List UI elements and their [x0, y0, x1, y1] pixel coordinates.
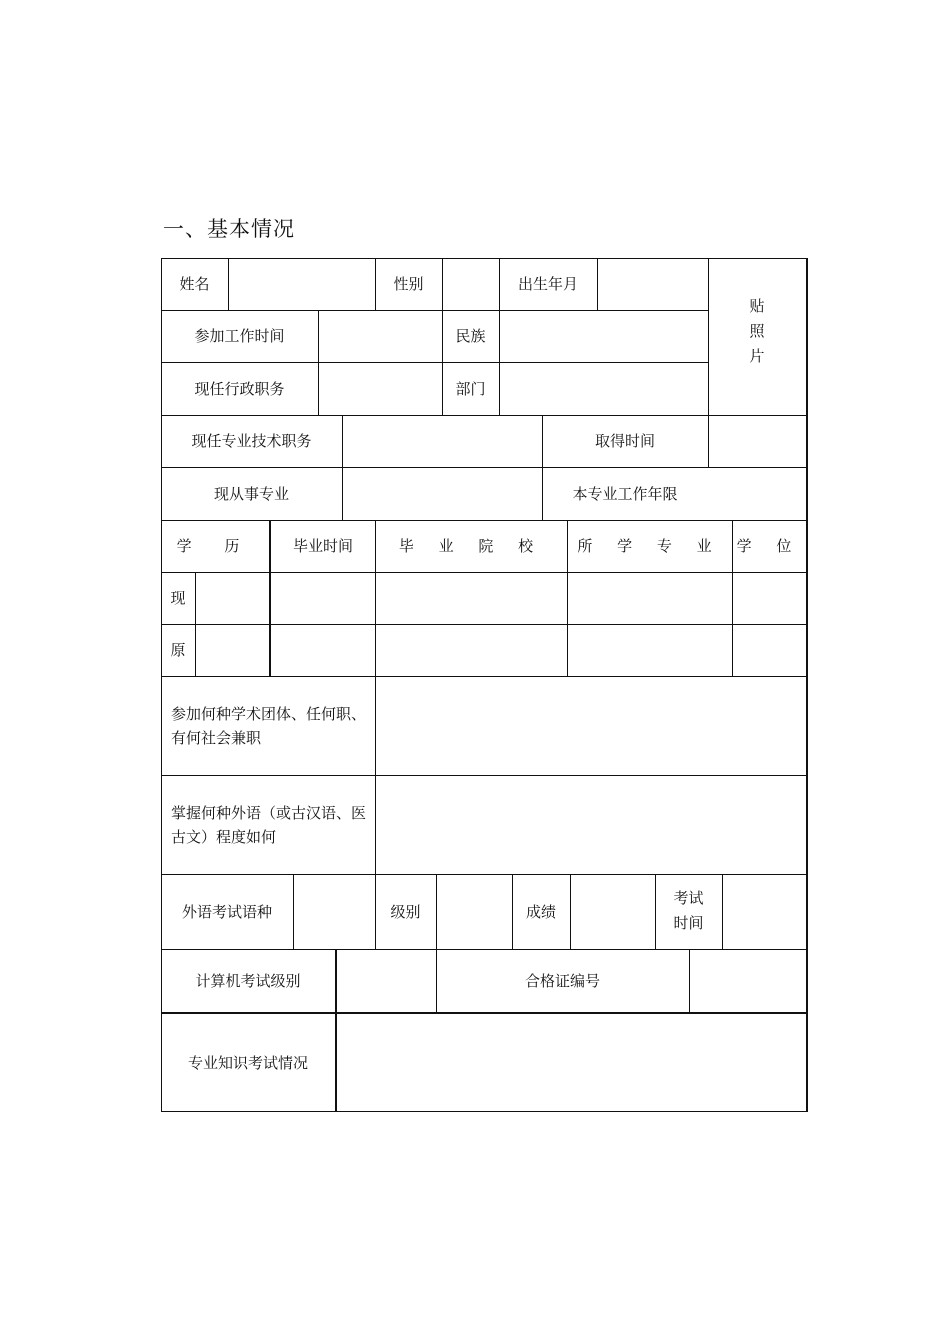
basic-info-form: [161, 258, 808, 1112]
admin-post-label: 现任行政职务: [194, 379, 285, 398]
work-start-field[interactable]: [319, 311, 442, 362]
photo-slot[interactable]: [708, 294, 806, 369]
admin-post-field[interactable]: [319, 363, 442, 415]
level-label: 级别: [390, 902, 421, 921]
languages-field[interactable]: [376, 776, 806, 874]
pro-exam-field[interactable]: [337, 1014, 806, 1111]
photo-label-3: 片: [749, 347, 765, 365]
current-major-field[interactable]: [343, 468, 542, 520]
major-label: 所 学 专 业: [577, 537, 722, 555]
cert-no-label: 合格证编号: [524, 971, 600, 990]
col-line: [195, 572, 196, 676]
exam-time-label-1: 考试: [673, 889, 704, 907]
section-title: 一、基本情况: [163, 217, 295, 241]
name-field[interactable]: [229, 259, 375, 310]
computer-level-label: 计算机考试级别: [195, 971, 301, 990]
education-label: 学 历: [176, 537, 254, 555]
border-bottom: [161, 1111, 808, 1112]
photo-label-1: 贴: [749, 297, 765, 315]
birth-label: 出生年月: [517, 275, 578, 293]
border-right: [806, 258, 808, 1112]
photo-label-2: 照: [749, 322, 765, 340]
lang-exam-label: 外语考试语种: [181, 902, 272, 921]
gender-label: 性别: [393, 275, 424, 293]
current-major-label: 现从事专业: [213, 484, 289, 503]
languages-label: 掌握何种外语（或古汉语、医古文）程度如何: [171, 803, 367, 846]
birth-field[interactable]: [598, 259, 708, 310]
tech-post-field[interactable]: [343, 416, 542, 467]
school-label: 毕 业 院 校: [398, 537, 544, 555]
department-label: 部门: [455, 379, 486, 398]
computer-level-field[interactable]: [337, 950, 436, 1012]
major-years-label: 本专业工作年限: [572, 484, 678, 503]
original-edu-label: 原: [170, 641, 186, 659]
grad-time-label: 毕业时间: [292, 537, 353, 555]
gender-field[interactable]: [443, 259, 499, 310]
score-label: 成绩: [525, 902, 556, 921]
row-line: [161, 624, 808, 625]
name-label: 姓名: [179, 275, 210, 293]
work-start-label: 参加工作时间: [194, 327, 285, 345]
societies-field[interactable]: [376, 677, 806, 775]
row-line: [161, 572, 808, 573]
degree-label: 学 位: [736, 537, 802, 555]
obtain-time-label: 取得时间: [594, 432, 655, 450]
current-edu-label: 现: [170, 589, 186, 607]
societies-label: 参加何种学术团体、任何职、有何社会兼职: [171, 704, 367, 747]
exam-time-label-2: 时间: [673, 914, 704, 932]
obtain-time-field[interactable]: [709, 416, 806, 467]
lang-exam-field[interactable]: [294, 875, 375, 949]
major-years-field[interactable]: [709, 468, 806, 520]
exam-time-field[interactable]: [723, 875, 806, 949]
exam-time-label: [655, 886, 722, 936]
level-field[interactable]: [437, 875, 512, 949]
department-field[interactable]: [500, 363, 708, 415]
score-field[interactable]: [571, 875, 655, 949]
tech-post-label: 现任专业技术职务: [191, 432, 312, 450]
pro-exam-label: 专业知识考试情况: [187, 1053, 308, 1072]
ethnicity-field[interactable]: [500, 311, 708, 362]
ethnicity-label: 民族: [455, 327, 486, 345]
cert-no-field[interactable]: [690, 950, 806, 1012]
